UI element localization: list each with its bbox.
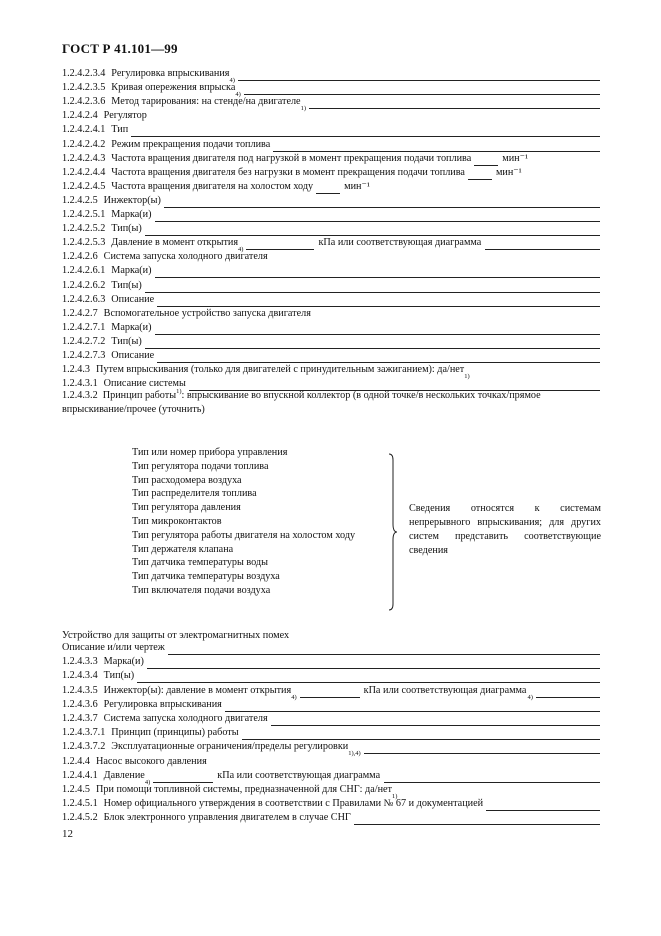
fill-line[interactable]: [271, 715, 600, 726]
item-label: Принцип (принципы) работы: [111, 727, 239, 739]
form-line: [62, 669, 600, 683]
item-label: Описание системы: [103, 378, 186, 390]
fill-line[interactable]: [486, 800, 600, 811]
item-number: 1.2.4.2.5.1: [62, 209, 106, 220]
item-number: 1.2.4.2.3.4: [62, 68, 106, 79]
form-line: [62, 152, 600, 166]
item-number: 1.2.4.3.4: [62, 670, 98, 682]
value-blank[interactable]: [153, 772, 213, 783]
fill-line[interactable]: [131, 126, 600, 137]
item-label: Регулировка впрыскивания: [111, 68, 230, 79]
form-line: 1.2.4.2.3.4 Регулировка впрыскивания 4): [62, 67, 600, 81]
fill-line[interactable]: [485, 239, 600, 250]
item-label: Блок электронного управления двигателем в случае СНГ: [103, 812, 351, 824]
form-line: [62, 293, 600, 307]
item-number: 1.2.4.2.5.3: [62, 237, 106, 249]
device-type-item: Тип датчика температуры воды: [132, 557, 268, 569]
item-label: Путем впрыскивания (только для двигателей с принудительным зажиганием): да/нет: [96, 364, 465, 376]
item-number: 1.2.4.3.7: [62, 713, 98, 724]
item-number: 1.2.4.2.3.6: [62, 96, 106, 108]
form-line: [62, 279, 600, 293]
form-line: [62, 123, 600, 137]
device-type-item: Тип держателя клапана: [132, 543, 234, 555]
fill-line[interactable]: [354, 814, 600, 825]
item-number: 1.2.4.2.6.3: [62, 293, 106, 305]
form-line: 1.2.4.4.1 Давление 4) кПа или соответствующая диаграмма: [62, 769, 600, 783]
item-label: Описание: [111, 350, 155, 361]
item-number: 1.2.4.2.7.2: [62, 335, 106, 347]
fill-line[interactable]: [309, 98, 600, 109]
form-line: [62, 321, 600, 335]
form-line: [62, 264, 600, 278]
fill-line[interactable]: [225, 701, 600, 712]
item-number: 1.2.4.3.3: [62, 656, 98, 668]
item-number: 1.2.4.2.7.3: [62, 350, 106, 361]
item-number: 1.2.4.4.1: [62, 769, 98, 781]
principle-text: : впрыскивание во впускной коллектор (в одной точке/в нескольких точках/прямое впрыскивание/прочее (уточнить): [62, 390, 541, 415]
unit-label: кПа или соответствующая диаграмма: [217, 769, 381, 781]
item-label: Тип: [111, 124, 129, 136]
item-number: 1.2.4.5.1: [62, 798, 98, 810]
item-label: При помощи топливной системы, предназначенной для СНГ: да/нет: [96, 784, 393, 795]
item-number: 1.2.4.2.4: [62, 110, 98, 122]
item-label: Регулировка впрыскивания: [103, 698, 222, 710]
emi-title: Устройство для защиты от электромагнитных помех: [62, 630, 290, 641]
item-label: Система запуска холодного двигателя: [103, 713, 268, 724]
form-line: [62, 811, 600, 825]
item-label: Инжектор(ы): [103, 194, 161, 206]
fill-line[interactable]: [164, 197, 600, 208]
value-blank[interactable]: [300, 687, 360, 698]
fill-line[interactable]: [384, 772, 600, 783]
devices-note: Сведения относятся к системам непрерывного впрыскивания; для других систем представить соответствующие сведения: [409, 503, 601, 556]
document-header: ГОСТ Р 41.101—99: [62, 41, 178, 56]
device-type-item: Тип регулятора давления: [132, 502, 241, 514]
unit-label: мин⁻¹: [502, 152, 529, 164]
right-brace: [385, 452, 399, 612]
item-label: Тип(ы): [111, 223, 142, 235]
item-label: Давление в момент открытия: [111, 237, 239, 249]
principle-label: Принцип работы: [102, 390, 177, 401]
form-line: [62, 180, 600, 194]
unit-label: кПа или соответствующая диаграмма: [318, 237, 482, 249]
item-number: 1.2.4.3.5: [62, 684, 98, 696]
value-blank[interactable]: [316, 183, 340, 194]
form-line: 1.2.4.2.3.6 Метод тарирования: на стенде/на двигателе 1): [62, 95, 600, 109]
item-number: 1.2.4.2.3.5: [62, 82, 106, 94]
form-line: [62, 335, 600, 349]
fill-line[interactable]: [145, 338, 600, 349]
form-line: 1.2.4.3.7.2 Эксплуатационные ограничения/пределы регулировки 1),4): [62, 740, 600, 754]
item-number: 1.2.4.3.1: [62, 378, 98, 390]
form-line: [62, 641, 600, 655]
fill-line[interactable]: [244, 84, 600, 95]
form-line: [62, 655, 600, 669]
item-label: Марка(и): [111, 265, 152, 277]
item-label: Марка(и): [111, 209, 152, 220]
fill-line[interactable]: [155, 324, 600, 335]
fill-line[interactable]: [536, 687, 600, 698]
fill-line[interactable]: [242, 729, 600, 740]
device-type-list: [132, 446, 355, 598]
form-line: [62, 726, 600, 740]
principle-number: 1.2.4.3.2: [62, 390, 98, 401]
item-number: 1.2.4.2.6.1: [62, 265, 106, 277]
unit-label: кПа или соответствующая диаграмма: [363, 684, 527, 696]
item-number: 1.2.4.2.6.2: [62, 279, 106, 291]
item-label: Марка(и): [111, 321, 152, 333]
device-type-item: Тип включателя подачи воздуха: [132, 584, 271, 596]
form-line: [62, 138, 600, 152]
item-number: 1.2.4.2.4.4: [62, 166, 106, 178]
form-line: [62, 698, 600, 712]
device-type-item: Тип регулятора работы двигателя на холостом ходу: [132, 529, 356, 541]
item-number: 1.2.4.4: [62, 755, 91, 767]
device-type-item: Тип распределителя топлива: [132, 488, 257, 500]
form-line: [62, 208, 600, 222]
form-line: 1.2.4.2.3.5 Кривая опережения впрыска 4): [62, 81, 600, 95]
fill-line[interactable]: [157, 296, 600, 307]
form-line: [62, 166, 600, 180]
item-label: Насос высокого давления: [96, 755, 207, 767]
form-line: [62, 712, 600, 726]
item-label: Тип(ы): [111, 279, 142, 291]
item-label: Регулятор: [103, 110, 147, 122]
form-line: [62, 755, 600, 769]
item-number: 1.2.4.3.7.2: [62, 741, 106, 753]
item-label: Номер официального утверждения в соответствии с Правилами № 67 и документацией: [103, 798, 484, 810]
device-type-item: Тип или номер прибора управления: [132, 447, 288, 458]
unit-label: мин⁻¹: [495, 166, 522, 178]
item-label: Система запуска холодного двигателя: [103, 251, 268, 263]
fill-line[interactable]: [145, 225, 600, 236]
value-blank[interactable]: [468, 169, 492, 180]
item-number: 1.2.4.2.6: [62, 251, 98, 263]
fill-line[interactable]: [147, 658, 600, 669]
item-label: Давление: [103, 769, 145, 781]
form-line: [62, 250, 600, 264]
value-blank[interactable]: [474, 155, 498, 166]
item-number: 1.2.4.3.7.1: [62, 727, 106, 739]
principle-sup: 1): [176, 388, 182, 395]
item-label: Вспомогательное устройство запуска двигателя: [103, 307, 311, 319]
item-number: 1.2.4.5: [62, 784, 91, 795]
item-number: 1.2.4.2.4.1: [62, 124, 106, 136]
item-label: Частота вращения двигателя под нагрузкой в момент прекращения подачи топлива: [111, 152, 472, 164]
item-label: Описание и/или чертеж: [62, 642, 165, 653]
item-number: 1.2.4.3: [62, 364, 91, 376]
item-number: 1.2.4.2.4.2: [62, 138, 106, 150]
form-line: [62, 797, 600, 811]
form-line: [62, 194, 600, 208]
item-number: 1.2.4.2.4.5: [62, 180, 106, 192]
value-blank[interactable]: [246, 239, 314, 250]
fill-line[interactable]: [157, 352, 600, 363]
item-number: 1.2.4.2.7: [62, 307, 98, 319]
form-line: 1.2.4.3.5 Инжектор(ы): давление в момент открытия 4) кПа или соответствующая диаграмма 4): [62, 684, 600, 698]
form-line: 1.2.4.2.5.3 Давление в момент открытия 4) кПа или соответствующая диаграмма: [62, 236, 600, 250]
fill-line[interactable]: [155, 211, 600, 222]
item-label: Кривая опережения впрыска: [111, 82, 236, 94]
item-label: Описание: [111, 293, 155, 305]
device-type-item: Тип регулятора подачи топлива: [132, 460, 269, 472]
form-line: [62, 109, 600, 123]
unit-label: мин⁻¹: [344, 180, 370, 192]
item-label: Марка(и): [103, 656, 144, 668]
device-type-item: Тип расходомера воздуха: [132, 474, 242, 486]
item-number: 1.2.4.2.7.1: [62, 321, 106, 333]
fill-line[interactable]: [168, 644, 600, 655]
fill-line[interactable]: [145, 282, 600, 293]
fill-line[interactable]: [238, 70, 600, 81]
item-label: Частота вращения двигателя без нагрузки в момент прекращения подачи топлива: [111, 166, 465, 178]
item-label: Тип(ы): [111, 335, 142, 347]
fill-line[interactable]: [155, 267, 600, 278]
item-label: Эксплуатационные ограничения/пределы регулировки: [111, 741, 349, 753]
device-type-item: Тип микроконтактов: [132, 515, 222, 527]
fill-line[interactable]: [364, 743, 600, 754]
item-label: Инжектор(ы): давление в момент открытия: [103, 684, 292, 696]
fill-line[interactable]: [137, 672, 600, 683]
device-type-item: Тип датчика температуры воздуха: [132, 571, 280, 583]
item-number: 1.2.4.3.6: [62, 698, 98, 710]
item-number: 1.2.4.2.5: [62, 194, 98, 206]
item-number: 1.2.4.5.2: [62, 812, 98, 824]
item-number: 1.2.4.2.4.3: [62, 152, 106, 164]
form-line: [62, 349, 600, 363]
item-label: Тип(ы): [103, 670, 135, 682]
form-line: 1.2.4.5 При помощи топливной системы, предназначенной для СНГ: да/нет 1): [62, 784, 398, 800]
item-label: Метод тарирования: на стенде/на двигателе: [111, 96, 301, 108]
form-line: [62, 222, 600, 236]
form-line: 1.2.4.3 Путем впрыскивания (только для двигателей с принудительным зажиганием): да/нет 1): [62, 364, 470, 381]
principle-paragraph: [62, 389, 600, 417]
item-number: 1.2.4.2.5.2: [62, 223, 106, 235]
fill-line[interactable]: [273, 141, 600, 152]
item-label: Режим прекращения подачи топлива: [111, 138, 271, 150]
page-number: 12: [62, 828, 73, 840]
item-label: Частота вращения двигателя на холостом ходу: [111, 180, 314, 192]
form-line: [62, 307, 600, 321]
